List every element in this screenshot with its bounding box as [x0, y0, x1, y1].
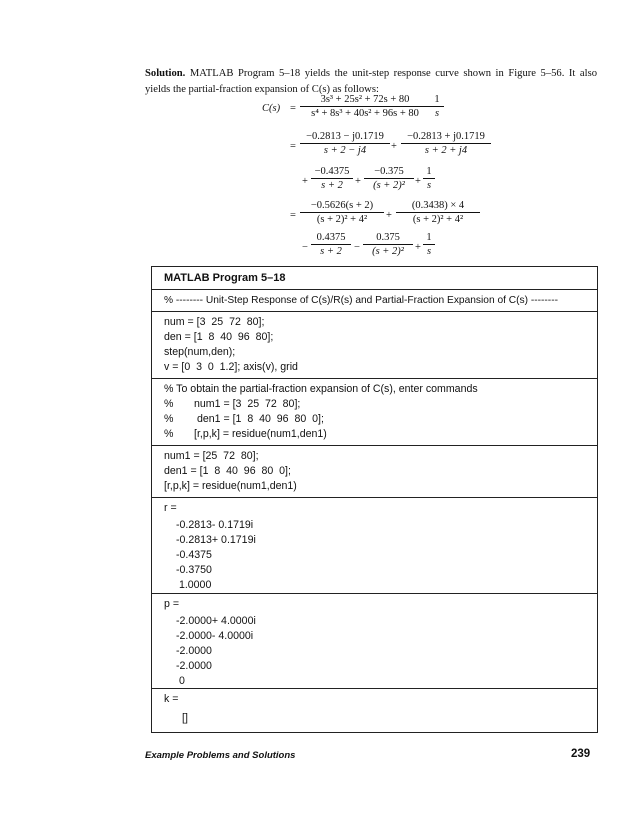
eq3a-fraction [311, 166, 353, 191]
eq5c-numerator: 1 [423, 232, 435, 245]
program-p-row [152, 594, 597, 689]
program-title: MATLAB Program 5–18 [164, 272, 286, 284]
eq4a-numerator: −0.5626(s + 2) [300, 200, 384, 213]
program-r-row [152, 498, 597, 594]
eq1-denominator-2: s [434, 108, 440, 119]
program-block3-row [152, 446, 597, 498]
r-value: 1.0000 [176, 579, 212, 591]
eq5a-denominator: s + 2 [320, 246, 342, 257]
p-value: -2.0000- 4.0000i [176, 630, 254, 642]
intro-text: MATLAB Program 5–18 yields the unit-step response curve shown in Figure 5–56. It also yields the partial-fraction expansion of C(s) as follows: [145, 68, 597, 95]
eq1-fraction-2 [430, 94, 444, 119]
eq4b-fraction [396, 200, 480, 225]
p-value: -2.0000+ 4.0000i [176, 615, 256, 627]
code-line: step(num,den); [164, 346, 236, 358]
r-value: -0.2813+ 0.1719i [176, 534, 256, 546]
eq5b-fraction [363, 232, 413, 257]
eq-plus-2: + [391, 141, 397, 152]
program-title-row [152, 267, 597, 290]
eq-plus-3c: + [415, 176, 421, 187]
eq-plus-3b: + [355, 176, 361, 187]
eq3b-numerator: −0.375 [364, 166, 414, 179]
eq-minus-5a: − [302, 242, 308, 253]
eq4a-fraction [300, 200, 384, 225]
eq-lhs: C(s) [262, 103, 281, 114]
eq-equals-1: = [290, 103, 296, 114]
eq1-fraction [300, 94, 430, 119]
eq5b-numerator: 0.375 [363, 232, 413, 245]
eq4b-numerator: (0.3438) × 4 [396, 200, 480, 213]
eq2a-denominator: s + 2 − j4 [323, 145, 367, 156]
eq3a-numerator: −0.4375 [311, 166, 353, 179]
eq1-denominator: s⁴ + 8s³ + 40s² + 96s + 80 [311, 108, 419, 119]
k-value: [] [182, 712, 188, 724]
code-line: num = [3 25 72 80]; [164, 316, 265, 328]
eq2b-denominator: s + 2 + j4 [424, 145, 468, 156]
code-line: % To obtain the partial-fraction expansion of C(s), enter commands [164, 383, 478, 395]
eq3b-fraction [364, 166, 414, 191]
eq2b-fraction [401, 131, 491, 156]
footer-section-title: Example Problems and Solutions [145, 750, 296, 761]
equation-block [0, 0, 638, 260]
eq1-numerator-2: 1 [430, 94, 444, 107]
code-line: % [r,p,k] = residue(num1,den1) [164, 428, 327, 440]
code-line: % den1 = [1 8 40 96 80 0]; [164, 413, 324, 425]
eq-minus-5b: − [354, 242, 360, 253]
program-block1-row [152, 312, 597, 379]
eq-plus-3a: + [302, 176, 308, 187]
code-line: den = [1 8 40 96 80]; [164, 331, 274, 343]
program-comment-header: % -------- Unit-Step Response of C(s)/R(s) and Partial-Fraction Expansion of C(s) -------- [164, 295, 558, 306]
eq4b-denominator: (s + 2)² + 4² [412, 214, 464, 225]
eq2b-numerator: −0.2813 + j0.1719 [401, 131, 491, 144]
eq3c-denominator: s [426, 180, 432, 191]
r-label: r = [164, 502, 177, 514]
r-value: -0.4375 [176, 549, 212, 561]
eq5a-numerator: 0.4375 [311, 232, 351, 245]
eq-plus-4: + [386, 210, 392, 221]
r-value: -0.2813- 0.1719i [176, 519, 254, 531]
eq5b-denominator: (s + 2)² [372, 246, 404, 257]
eq2a-numerator: −0.2813 − j0.1719 [300, 131, 390, 144]
eq3c-numerator: 1 [423, 166, 435, 179]
program-block2-row [152, 379, 597, 446]
page-number: 239 [571, 748, 591, 760]
eq1-numerator: 3s³ + 25s² + 72s + 80 [300, 94, 430, 107]
eq-equals-2: = [290, 141, 296, 152]
eq3b-denominator: (s + 2)² [373, 180, 405, 191]
code-line: % num1 = [3 25 72 80]; [164, 398, 301, 410]
r-value: -0.3750 [176, 564, 212, 576]
p-label: p = [164, 598, 180, 610]
code-line: den1 = [1 8 40 96 80 0]; [164, 465, 291, 477]
program-comment-row [152, 290, 597, 312]
k-label: k = [164, 693, 179, 705]
eq4a-denominator: (s + 2)² + 4² [316, 214, 368, 225]
p-value: -2.0000 [176, 645, 212, 657]
eq-equals-4: = [290, 210, 296, 221]
eq3c-fraction [423, 166, 435, 191]
program-k-row [152, 689, 597, 732]
eq5c-fraction [423, 232, 435, 257]
eq-plus-5c: + [415, 242, 421, 253]
solution-lead: Solution. [145, 68, 186, 79]
eq5c-denominator: s [426, 246, 432, 257]
code-line: v = [0 3 0 1.2]; axis(v), grid [164, 361, 298, 373]
p-value: 0 [176, 675, 185, 687]
matlab-program-box [151, 266, 598, 733]
code-line: num1 = [25 72 80]; [164, 450, 259, 462]
eq5a-fraction [311, 232, 351, 257]
p-value: -2.0000 [176, 660, 212, 672]
code-line: [r,p,k] = residue(num1,den1) [164, 480, 297, 492]
eq2a-fraction [300, 131, 390, 156]
eq3a-denominator: s + 2 [321, 180, 343, 191]
